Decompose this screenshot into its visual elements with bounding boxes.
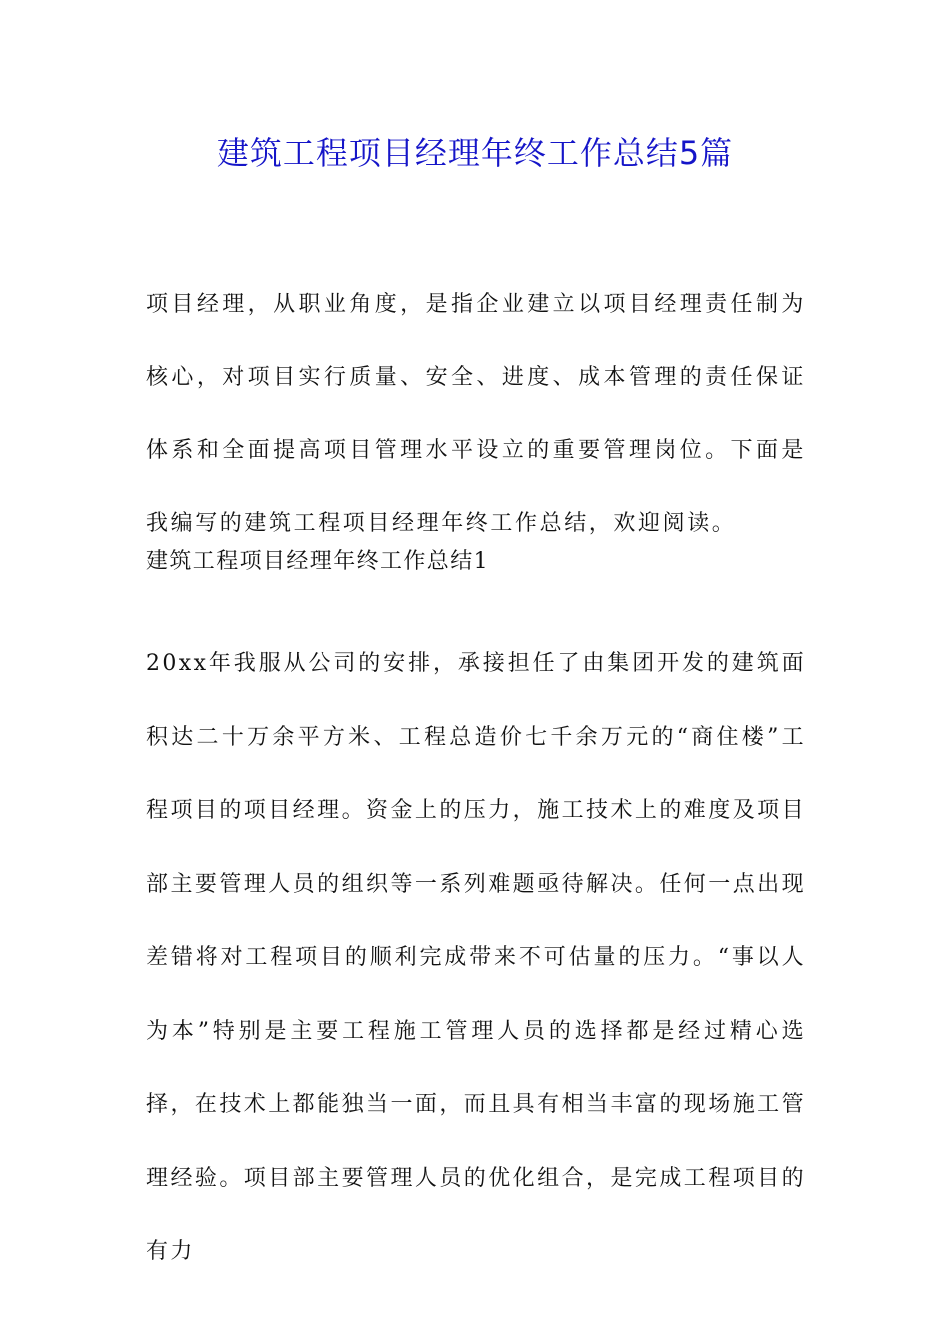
document-title: 建筑工程项目经理年终工作总结5篇 [216, 134, 734, 172]
section-paragraph: 20xx年我服从公司的安排，承接担任了由集团开发的建筑面积达二十万余平方米、工程总造价七千余万元的“商住楼”工程项目的项目经理。资金上的压力，施工技术上的难度及项目部主要管理人员的组织等一系列难题亟待解决。任何一点出现差错将对工程项目的顺利完成带来不可估量的压力。“事以人为本”特别是主要工程施工管理人员的选择都是经过精心选择，在技术上都能独当一面，而且具有相当丰富的现场施工管理经验。项目部主要管理人员的优化组合，是完成工程项目的有力 [146, 651, 806, 1264]
section-heading: 建筑工程项目经理年终工作总结1 [146, 549, 489, 574]
intro-paragraph: 项目经理，从职业角度，是指企业建立以项目经理责任制为核心，对项目实行质量、安全、进度、成本管理的责任保证体系和全面提高项目管理水平设立的重要管理岗位。下面是我编写的建筑工程项目经理年终工作总结，欢迎阅读。 [146, 292, 806, 536]
